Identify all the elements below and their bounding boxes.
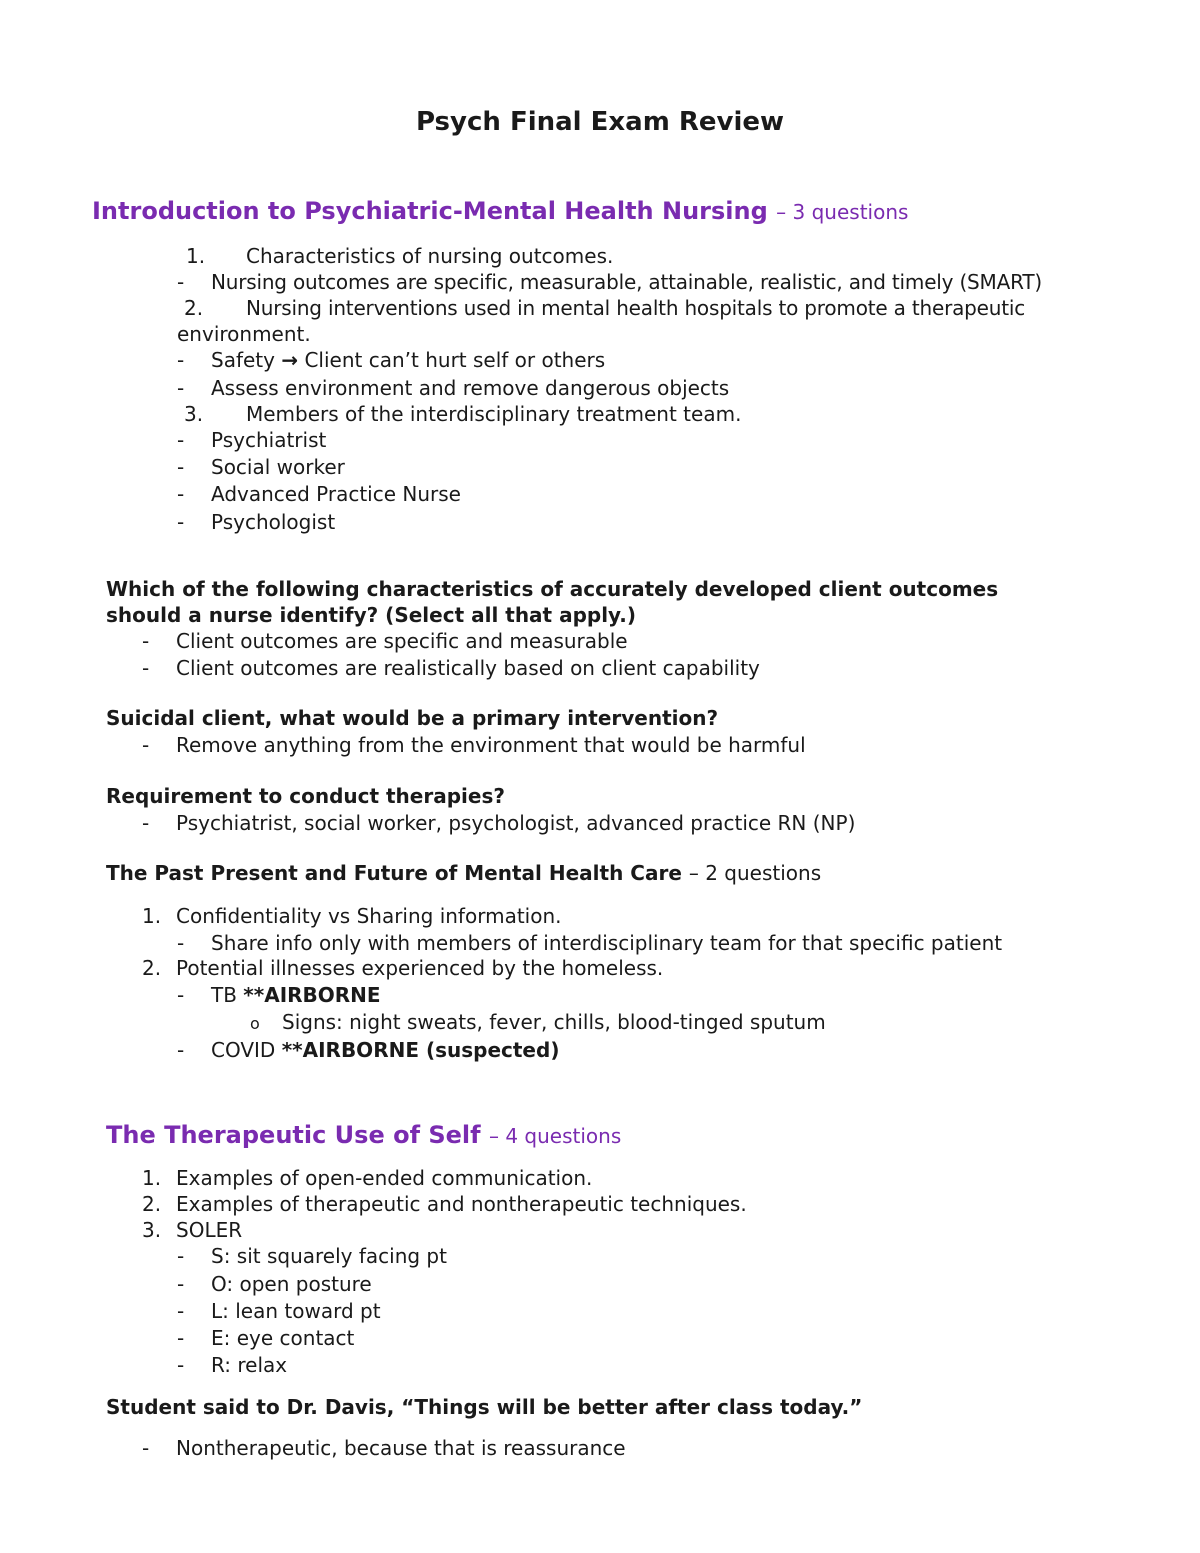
- bullet-icon: o: [250, 1014, 260, 1033]
- list-dash: -: [177, 482, 185, 506]
- list-item-text: TB: [211, 983, 237, 1007]
- list-number: 1.: [142, 1166, 162, 1190]
- list-dash: -: [177, 983, 185, 1007]
- question-text: Suicidal client, what would be a primary intervention?: [106, 706, 719, 730]
- list-dash: -: [177, 376, 185, 400]
- answer-item: Remove anything from the environment that would be harmful: [176, 733, 806, 757]
- list-item: [211, 1039, 559, 1061]
- list-item: Share info only with members of interdisciplinary team for that specific patient: [211, 931, 1003, 955]
- list-item: Members of the interdisciplinary treatment team.: [246, 402, 742, 426]
- list-item: Social worker: [211, 455, 345, 479]
- list-item: Potential illnesses experienced by the homeless.: [176, 956, 664, 980]
- list-item: Psychiatrist: [211, 428, 327, 452]
- list-dash: -: [177, 1038, 185, 1062]
- list-item: [211, 984, 381, 1006]
- list-dash: -: [142, 629, 150, 653]
- list-dash: -: [177, 1326, 185, 1350]
- section-heading-text: The Past Present and Future of Mental Health Care: [106, 861, 682, 885]
- list-item: Nursing outcomes are specific, measurable, attainable, realistic, and timely (SMART): [211, 270, 1042, 294]
- section-question-count: – 2 questions: [688, 861, 822, 885]
- list-number: 1.: [142, 904, 162, 928]
- list-item: Signs: night sweats, fever, chills, blood-tinged sputum: [282, 1010, 826, 1034]
- list-item: SOLER: [176, 1218, 243, 1242]
- list-dash: -: [142, 656, 150, 680]
- list-item: R: relax: [211, 1353, 288, 1377]
- section-heading-intro: [92, 198, 908, 224]
- list-dash: -: [142, 1436, 150, 1460]
- answer-item: Client outcomes are realistically based on client capability: [176, 656, 760, 680]
- list-item: Assess environment and remove dangerous objects: [211, 376, 730, 400]
- question-text: should a nurse identify? (Select all that apply.): [106, 603, 636, 627]
- list-item-text: Client can’t hurt self or others: [304, 348, 606, 372]
- list-item-text: COVID: [211, 1038, 276, 1062]
- list-item: E: eye contact: [211, 1326, 355, 1350]
- list-item: S: sit squarely facing pt: [211, 1244, 447, 1268]
- list-number: 1.: [186, 244, 206, 268]
- list-item: Examples of therapeutic and nontherapeutic techniques.: [176, 1192, 747, 1216]
- list-dash: -: [177, 1244, 185, 1268]
- list-item: O: open posture: [211, 1272, 372, 1296]
- list-dash: -: [177, 348, 185, 372]
- list-item: Characteristics of nursing outcomes.: [246, 244, 614, 268]
- answer-item: Client outcomes are specific and measurable: [176, 629, 628, 653]
- list-item-text: Safety: [211, 348, 275, 372]
- answer-item: Psychiatrist, social worker, psychologist, advanced practice RN (NP): [176, 811, 856, 835]
- list-number: 3.: [184, 402, 204, 426]
- section-heading-therapeutic: [106, 1122, 621, 1148]
- airborne-flag: **AIRBORNE (suspected): [281, 1038, 560, 1062]
- list-item: L: lean toward pt: [211, 1299, 381, 1323]
- section-heading-text: Introduction to Psychiatric-Mental Health Nursing: [92, 197, 768, 225]
- page-title: Psych Final Exam Review: [415, 107, 785, 137]
- airborne-flag: **AIRBORNE: [243, 983, 381, 1007]
- list-item: [211, 349, 605, 371]
- list-dash: -: [177, 510, 185, 534]
- arrow-right-icon: →: [281, 348, 299, 372]
- list-number: 2.: [184, 296, 204, 320]
- section-question-count: – 4 questions: [488, 1124, 622, 1148]
- section-heading-text: The Therapeutic Use of Self: [106, 1121, 481, 1149]
- list-item: Advanced Practice Nurse: [211, 482, 461, 506]
- question-text: Which of the following characteristics of accurately developed client outcomes: [106, 577, 999, 601]
- list-item: Confidentiality vs Sharing information.: [176, 904, 562, 928]
- list-number: 3.: [142, 1218, 162, 1242]
- answer-item: Nontherapeutic, because that is reassurance: [176, 1436, 626, 1460]
- list-dash: -: [142, 733, 150, 757]
- list-item: Psychologist: [211, 510, 336, 534]
- list-dash: -: [177, 455, 185, 479]
- list-number: 2.: [142, 1192, 162, 1216]
- list-dash: -: [177, 1272, 185, 1296]
- list-dash: -: [142, 811, 150, 835]
- list-dash: -: [177, 428, 185, 452]
- list-dash: -: [177, 270, 185, 294]
- list-item-continuation: environment.: [177, 322, 311, 346]
- list-item: Examples of open-ended communication.: [176, 1166, 593, 1190]
- question-text: Requirement to conduct therapies?: [106, 784, 505, 808]
- list-dash: -: [177, 1299, 185, 1323]
- list-number: 2.: [142, 956, 162, 980]
- section-question-count: – 3 questions: [776, 200, 909, 224]
- question-text: Student said to Dr. Davis, “Things will be better after class today.”: [106, 1395, 863, 1419]
- list-dash: -: [177, 931, 185, 955]
- list-dash: -: [177, 1353, 185, 1377]
- section-heading-history: [106, 862, 821, 884]
- list-item: Nursing interventions used in mental health hospitals to promote a therapeutic: [246, 296, 1026, 320]
